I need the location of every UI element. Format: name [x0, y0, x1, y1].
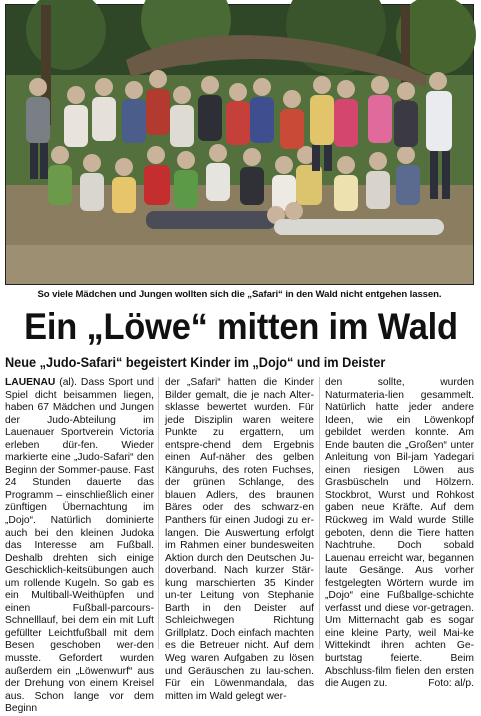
headline: Ein „Löwe“ mitten im Wald	[24, 306, 458, 347]
column-divider	[319, 377, 320, 649]
article-column-1	[5, 377, 154, 715]
article-paragraph-3	[325, 377, 474, 691]
article-column-2	[165, 377, 314, 702]
article-column-3	[325, 377, 474, 690]
subheadline: Neue „Judo-Safari“ begeistert Kinder im „Dojo“ und im Deister	[5, 355, 386, 370]
forest-group-picture	[6, 5, 473, 284]
photo-caption: So viele Mädchen und Jungen wollten sich die „Safari“ in den Wald nicht entgehen lassen.	[37, 289, 442, 300]
column-divider	[158, 377, 159, 649]
dateline: LAUENAU	[5, 377, 56, 388]
column-2-text: der „Safari“ hatten die Kinder Bilder gemalt, die je nach Alter-sklasse bewertet wurden. Für jede Disziplin waren weitere Punkte zu ergattern, um entspre-chend dem Ergebnis einen Auf-näher des gelben Känguruhs, des roten Fuchses, der grünen Schlange, des blauen Adlers, des braunen Bäres oder des schwarz-en Panthers für einen Judogi zu er-langen. Die Auswertung erfolgt im Rahmen einer bundesweiten Aktion durch den Deutschen Ju-doverband. Nach kurzer Stär-kung marschierten 35 Kinder un-ter Leitung von Stephanie Barth in den Deister auf Schleichwegen Richtung Grillplatz. Doch einfach machten es die Betreuer nicht. Auf dem Weg waren Aufgaben zu lösen und Geräuschen zu lau-schen. Für ein Löwenmandala, das mitten im Wald gelegt wer-	[165, 377, 314, 702]
column-1-text: (al). Dass Sport und Spiel dicht beisammen liegen, haben 67 Mädchen und Jungen der Judo-Abteilung im Lauenauer Sportverein Victoria erleben dür-fen. Wieder markierte eine „Judo-Safari“ den Beginn der Sommer-pause. Fast 24 Stunden dauerte das Programm – einschließlich einer zünftigen Übernachtung im „Dojo“. Natürlich dominierte auch bei den kleinen Judoka das Interesse am Fußball. Deshalb drehten sich einige Geschicklich-keitsübungen auch um rollende Kugeln. So gab es ein Multiball-Weithüpfen und einen Fußball-parcours-Schnelllauf, bei dem ein mit Luft gefüllter Leichtfußball mit dem Besen geschoben wer-den musste. Gefordert wurden außerdem ein „Löwenwurf“ aus der Drehung von einem Kreisel aus. Schon lange vor dem Beginn	[5, 377, 154, 715]
group-photo	[5, 4, 474, 285]
column-3-text: den sollte, wurden Naturmateria-lien gesammelt. Natürlich hatte jeder andere Ideen, wie ein Löwenkopf gebildet werden konnte. Am Ende bauten die „Großen“ unter Anleitung von Bil-jam Yadegari einen riesigen Löwen aus Grasbüscheln und Hölzern. Stockbrot, Wurst und Rohkost gaben neue Kräfte. Auf dem Rückweg im Wald wurde Stille geboten, denn die Tiere hatten Nachtruhe. Doch sobald Lauenau erreicht war, begannen laute Gesänge. Aus vorher festgelegten Wörtern wurde im „Dojo“ eine Fußballge-schichte verfasst und diese vor-getragen. Um Mitternacht gab es sogar eine kleine Party, weil Mai-ke Wittekindt ihren achten Ge-burtstag feierte. Beim Abschluss-film fielen den ersten die Augen zu.	[325, 377, 474, 690]
article-paragraph-1	[5, 377, 154, 716]
photo-credit: Foto: al/p.	[428, 678, 474, 690]
